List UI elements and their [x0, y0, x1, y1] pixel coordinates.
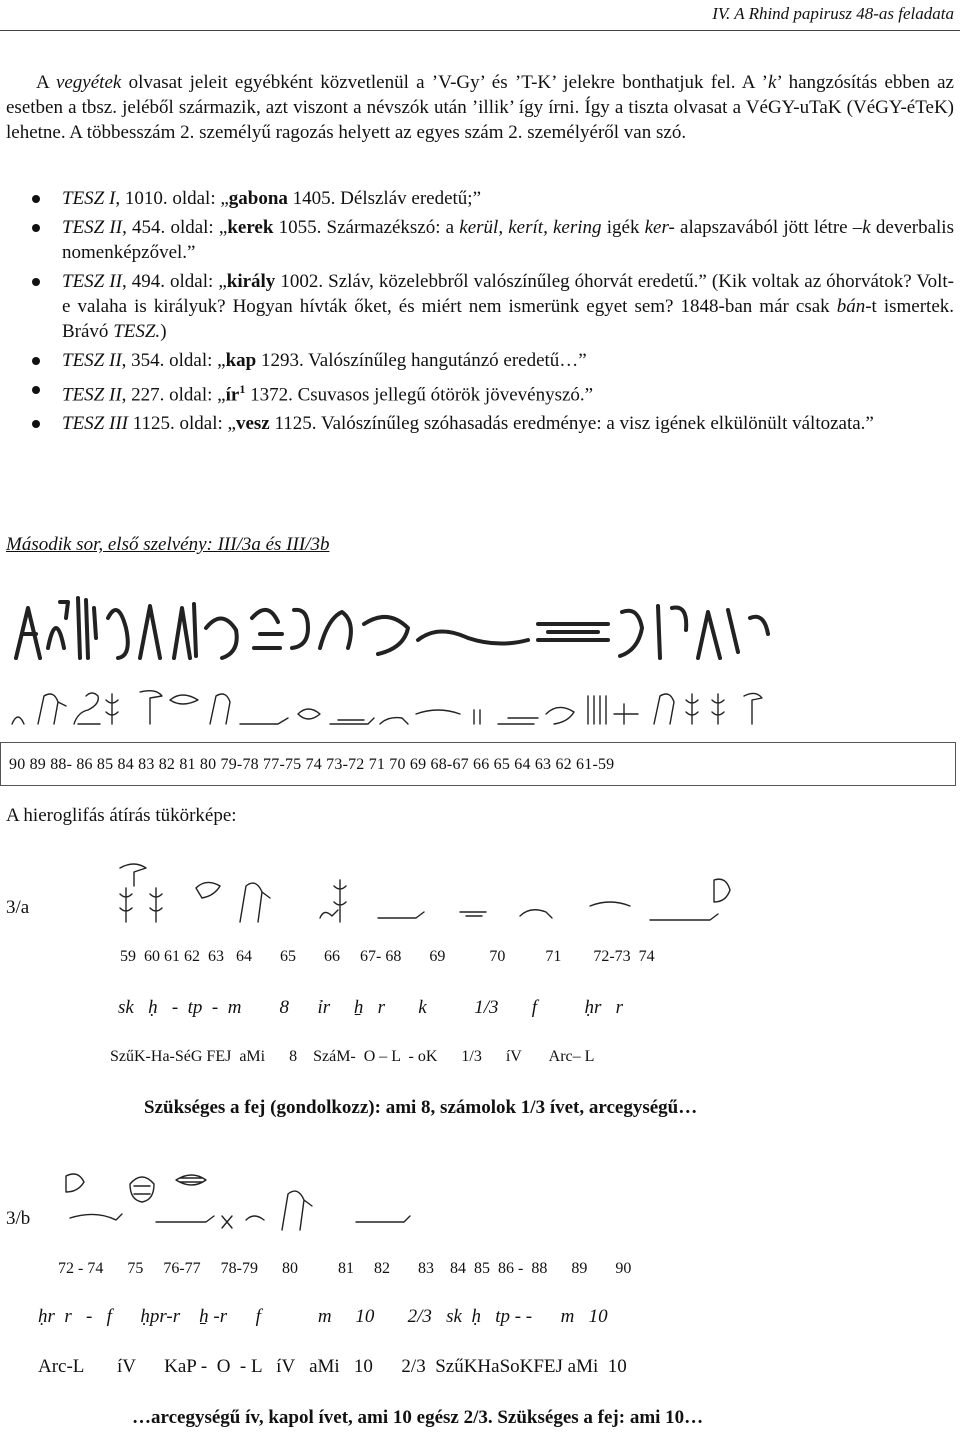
citation-text: igék — [601, 217, 645, 238]
list-item — [6, 348, 954, 373]
citation-word: ír — [225, 384, 240, 406]
citation-word: vesz — [235, 413, 270, 435]
list-item — [6, 215, 954, 265]
citation-source: TESZ III — [62, 413, 128, 435]
citation-superscript: 1 — [239, 382, 246, 396]
part-a-numbers: 59 60 61 62 63 64 65 66 67- 68 69 70 71 72-73 74 — [120, 948, 655, 965]
citation-word: gabona — [228, 188, 288, 209]
citation-text: 1125. Valószínűleg szóhasadás eredménye: a visz igének elkülönült változata.” — [269, 413, 874, 435]
citation-source: TESZ II — [62, 271, 122, 292]
list-item — [6, 377, 954, 407]
citation-text: 1405. Délszláv eredetű;” — [287, 188, 482, 209]
intro-paragraph — [6, 70, 954, 145]
hieratic-script-image — [8, 588, 774, 670]
citation-text: ) — [160, 321, 167, 342]
tesz-citation-list — [6, 186, 954, 440]
citation-text: deverbalis nomenképzővel.” — [62, 217, 954, 263]
part-b-numbers: 72 - 74 75 76-77 78-79 80 81 82 83 84 85 86 - 88 89 90 — [58, 1260, 632, 1277]
citation-italic: –k — [852, 217, 871, 238]
section-heading: Második sor, első szelvény: III/3a és III/3b — [6, 534, 330, 555]
citation-text: 1293. Valószínűleg hangutánzó eredetű…” — [256, 350, 587, 371]
citation-word: király — [226, 271, 276, 292]
part-b-glyphs — [56, 1166, 696, 1236]
part-b-transliteration: ḥr r - f ḥpr-r ẖ -r f m 10 2/3 sk ḥ tp - - m 10 — [38, 1306, 608, 1327]
part-a-conclusion: Szükséges a fej (gondolkozz): ami 8, számolok 1/3 ívet, arcegységű… — [144, 1097, 698, 1118]
citation-text: alapszavából jött létre — [674, 217, 853, 238]
citation-italic: TESZ. — [113, 321, 161, 342]
citation-word: kap — [225, 350, 257, 371]
number-sequence: 90 89 88- 86 85 84 83 82 81 80 79-78 77-75 74 73-72 71 70 69 68-67 66 65 64 63 62 61-59 — [9, 756, 615, 773]
hieroglyph-row-image — [8, 684, 778, 728]
number-sequence-box — [0, 742, 956, 786]
list-item — [6, 186, 954, 211]
citation-text: 1002. Szláv, közelebbről valószínűleg óhorvát eredetű.” (Kik voltak az óhorvátok? Volt-e valaha is királyuk? Hogyan hívták őket, és miért nem ismerünk egyet sem? 1848-ban már csak — [62, 271, 954, 317]
part-b-conclusion: …arcegységű ív, kapol ívet, ami 10 egész 2/3. Szükséges a fej: ami 10… — [132, 1407, 704, 1428]
part-b-label: 3/b — [6, 1208, 31, 1229]
citation-italic: bán — [836, 296, 866, 317]
citation-text: 1055. Származékszó: a — [273, 217, 460, 238]
mirror-label: A hieroglifás átírás tükörképe: — [6, 805, 237, 826]
intro-italic-k: k — [768, 72, 777, 93]
header-rule — [0, 30, 960, 31]
citation-italic: kerül, kerít, kering — [459, 217, 602, 238]
citation-text: 1372. Csuvasos jellegű ótörök jövevényszó.” — [245, 384, 594, 406]
citation-italic: ker- — [644, 217, 675, 238]
citation-word: kerek — [227, 217, 274, 238]
intro-text-1: A — [36, 72, 56, 93]
citation-source: TESZ II — [62, 384, 122, 406]
part-a-reading: SzűK-Ha-SéG FEJ aMi 8 SzáM- O – L - oK 1/3 íV Arc– L — [110, 1048, 595, 1065]
running-header: IV. A Rhind papirusz 48-as feladata — [712, 4, 954, 23]
citation-text: , 354. oldal: „ — [121, 350, 226, 371]
citation-text: 1125. oldal: „ — [127, 413, 236, 435]
citation-text: -t ismertek. Brávó — [62, 296, 955, 342]
part-a-transliteration: sk ḥ - tp - m 8 ỉr ẖ r k 1/3 f ḥr r — [118, 997, 624, 1018]
citation-source: TESZ I — [62, 188, 116, 209]
citation-text: , 1010. oldal: „ — [115, 188, 229, 209]
part-a-glyphs — [110, 858, 750, 928]
intro-italic-word: vegyétek — [55, 72, 122, 93]
intro-text-3: ’ hangzósítás ebben az esetben a tbsz. jeléből származik, azt viszont a névszók után ’illik’ így írni. Így a tiszta olvasat a VéGY-uTaK (VéGY-éTeK) lehetne. A többesszám 2. személyű ragozás helyett az egyes szám 2. személyéről van szó. — [6, 72, 954, 143]
part-b-reading: Arc-L íV KaP - O - L íV aMi 10 2/3 SzűKHaSoKFEJ aMi 10 — [38, 1356, 627, 1377]
citation-source: TESZ II — [62, 217, 123, 238]
list-item — [6, 269, 954, 344]
citation-source: TESZ II — [62, 350, 122, 371]
citation-text: , 454. oldal: „ — [122, 217, 228, 238]
citation-text: , 494. oldal: „ — [121, 271, 227, 292]
list-item — [6, 411, 954, 436]
citation-text: , 227. oldal: „ — [121, 384, 226, 406]
intro-text-2: olvasat jeleit egyébként közvetlenül a ’V-Gy’ és ’T-K’ jelekre bonthatjuk fel. A ’ — [121, 72, 768, 93]
part-a-label: 3/a — [6, 897, 30, 918]
